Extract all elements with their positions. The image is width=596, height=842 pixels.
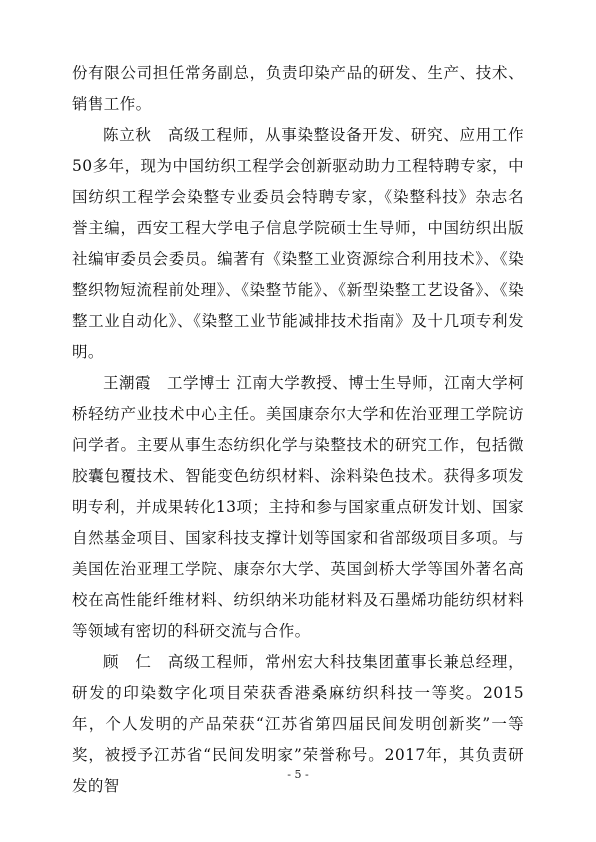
paragraph-bio-wang-chaoxia bbox=[72, 368, 524, 647]
paragraph-bio-chen-liqiu bbox=[72, 120, 524, 368]
paragraph-text: 高级工程师，从事染整设备开发、研究、应用工作50多年，现为中国纺织工程学会创新驱动助力工程特聘专家，中国纺织工程学会染整专业委员会特聘专家，《染整科技》杂志名誉主编，西安工程大学电子信息学院硕士生导师，中国纺织出版社编审委员会委员。编著有《染整工业资源综合利用技术》、《染整织物短流程前处理》、《染整节能》、《新型染整工艺设备》、《染整工业自动化》、《染整工业节能减排技术指南》及十几项专利发明。 bbox=[72, 126, 525, 361]
person-name: 顾 仁 bbox=[103, 653, 152, 671]
document-body bbox=[72, 58, 524, 802]
paragraph-text: 工学博士 江南大学教授、博士生导师，江南大学柯桥轻纺产业技术中心主任。美国康奈尔大学和佐治亚理工学院访问学者。主要从事生态纺织化学与染整技术的研究工作，包括微胶囊包覆技术、智能变色纺织材料、涂料染色技术。获得多项发明专利，并成果转化13项；主持和参与国家重点研发计划、国家自然基金项目、国家科技支撑计划等国家和省部级项目多项。与美国佐治亚理工学院、康奈尔大学、英国剑桥大学等国外著名高校在高性能纤维材料、纺织纳米功能材料及石墨烯功能纺织材料等领域有密切的科研交流与合作。 bbox=[72, 374, 525, 640]
page-number: - 5 - bbox=[287, 768, 309, 781]
person-name: 陈立秋 bbox=[103, 126, 152, 144]
paragraph-text: 高级工程师，常州宏大科技集团董事长兼总经理，研发的印染数字化项目荣获香港桑麻纺织科技一等奖。2015年，个人发明的产品荣获“江苏省第四届民间发明创新奖”一等奖，被授予江苏省“民间发明家”荣誉称号。2017年，其负责研发的智 bbox=[72, 653, 525, 795]
paragraph-text: 份有限公司担任常务副总，负责印染产品的研发、生产、技术、销售工作。 bbox=[72, 64, 524, 113]
person-name: 王潮霞 bbox=[103, 374, 151, 392]
paragraph-continuation bbox=[72, 58, 524, 120]
